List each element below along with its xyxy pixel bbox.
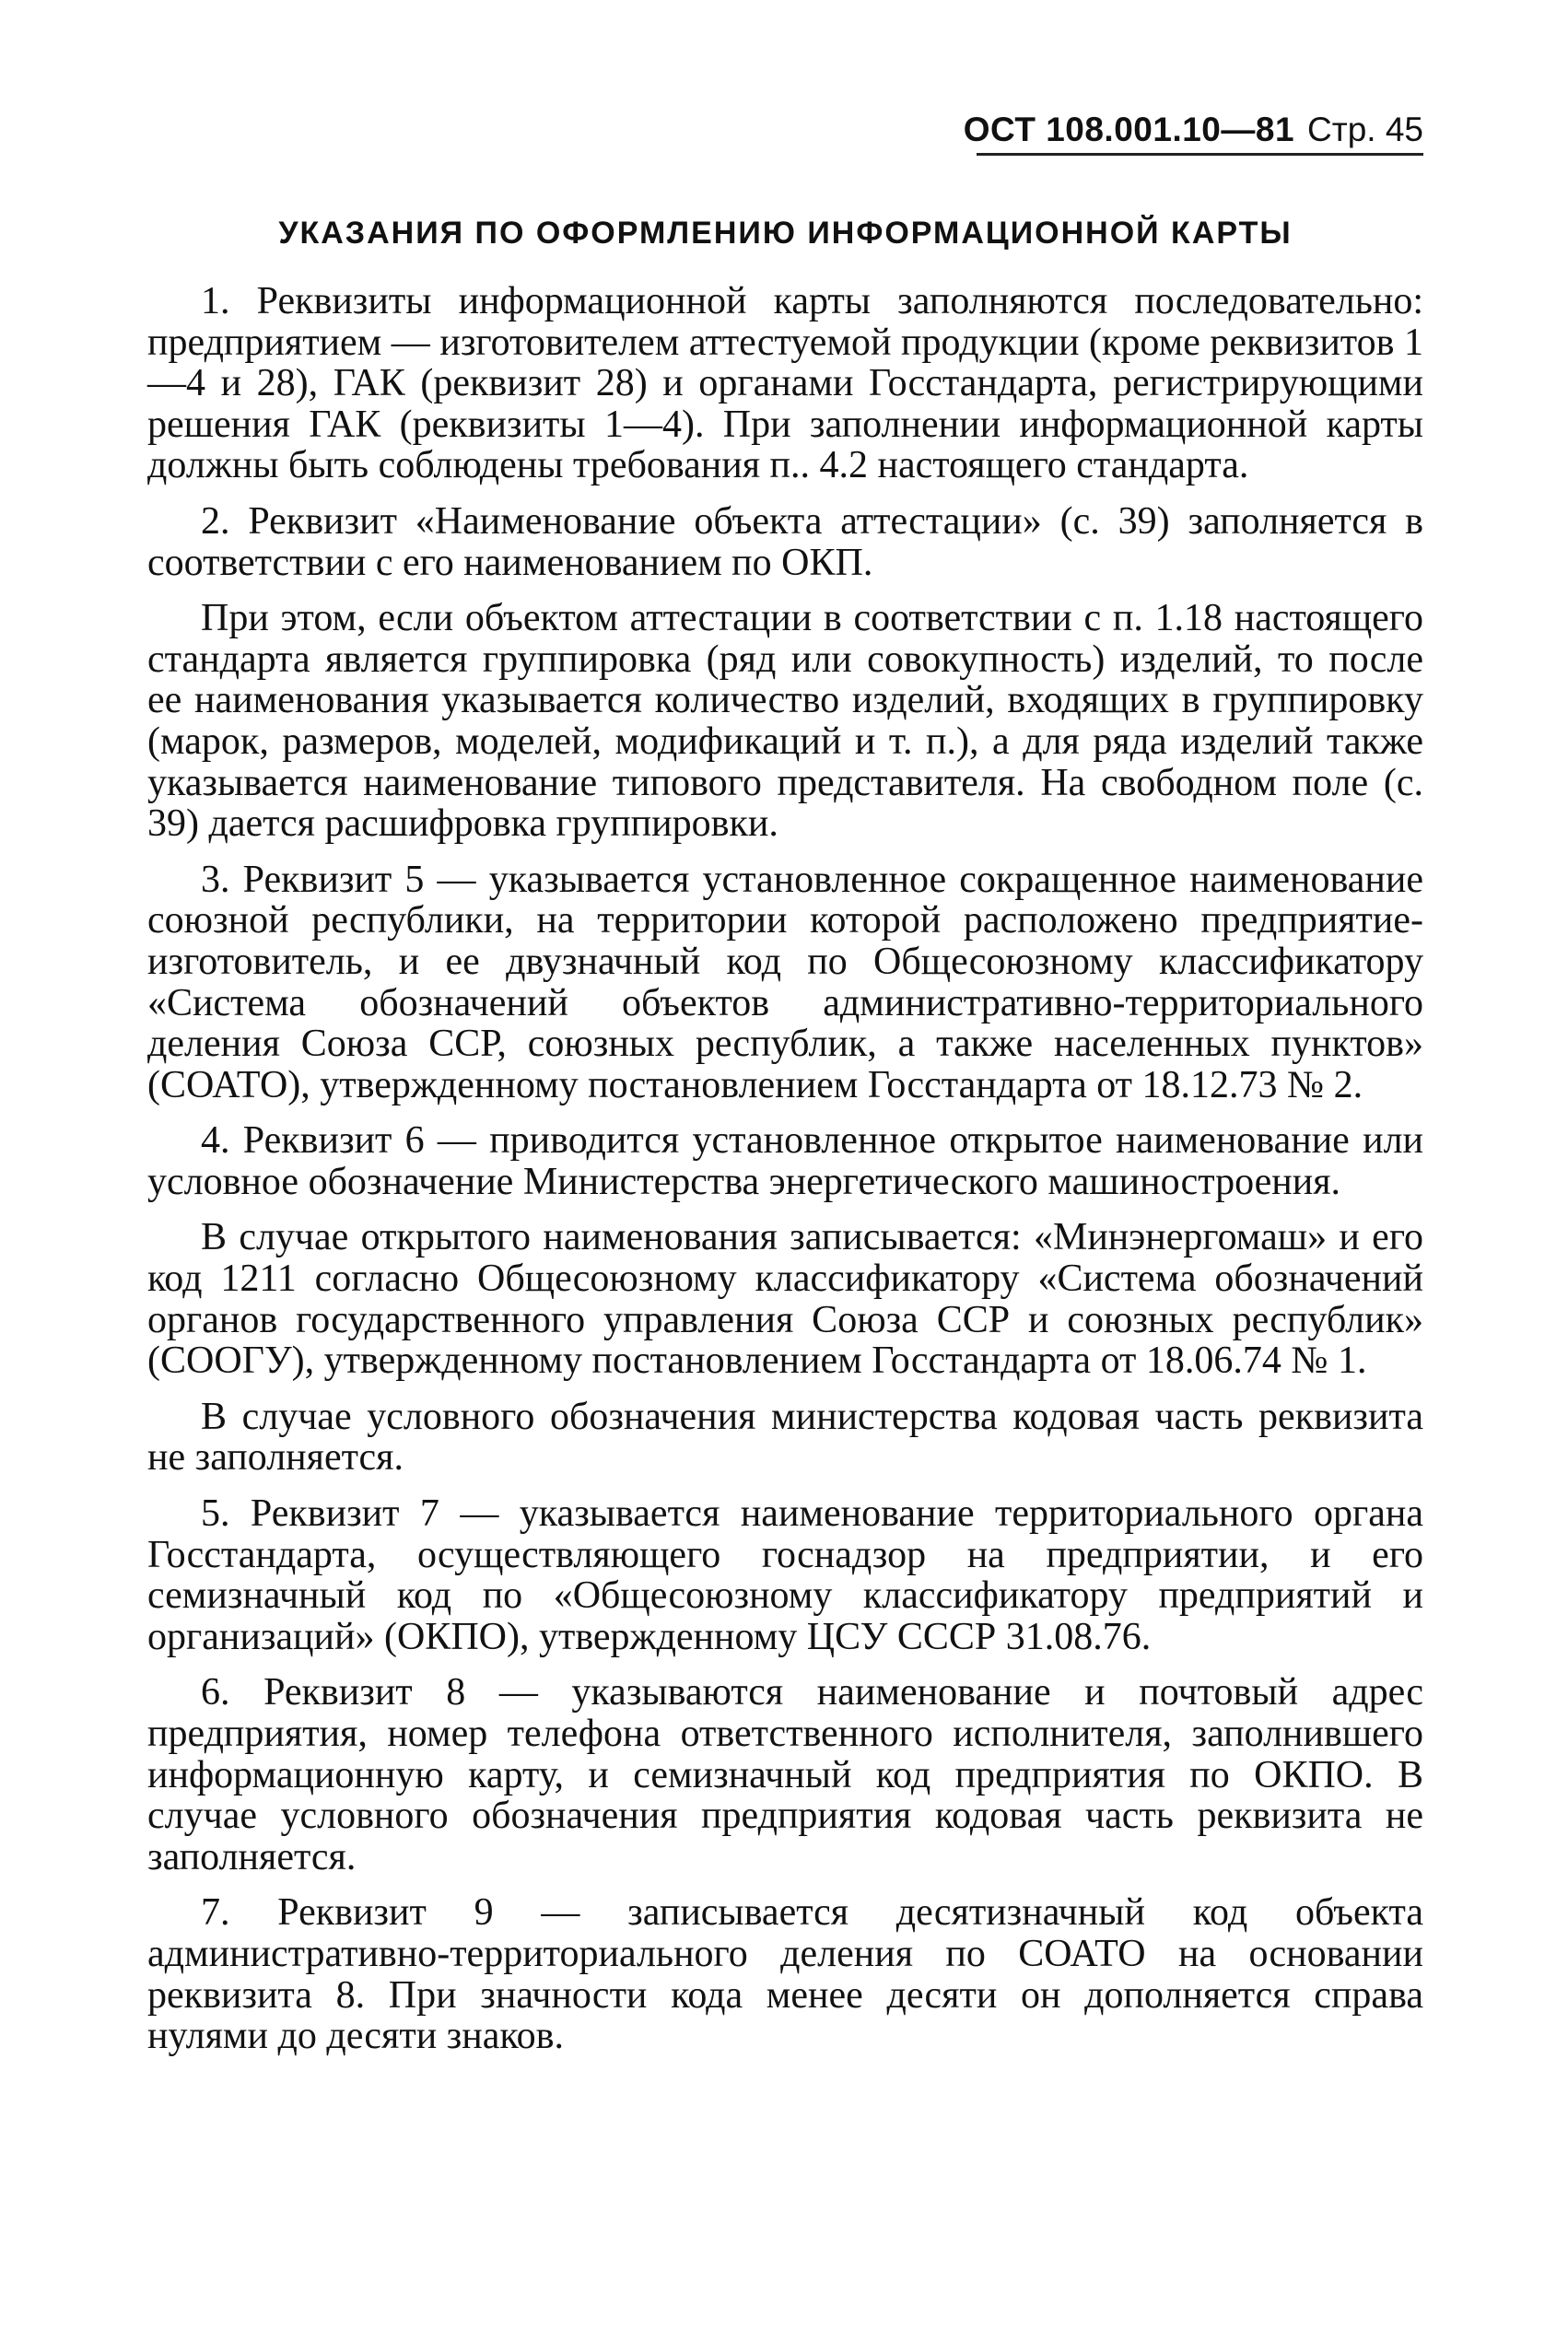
header-rule	[977, 153, 1423, 156]
page-header	[964, 109, 1423, 152]
section-title: УКАЗАНИЯ ПО ОФОРМЛЕНИЮ ИНФОРМАЦИОННОЙ КАРТЫ	[278, 216, 1293, 251]
paragraph-3: При этом, если объектом аттестации в соответствии с п. 1.18 настоящего стандарта является группировка (ряд или совокупность) изделий, то после ее наименования указывается количество изделий, входящих в группировку (марок, размеров, моделей, модификаций и т. п.), а для ряда изделий также указывается наименование типового представителя. На свободном поле (с. 39) дается расшифровка группировки.	[147, 597, 1423, 846]
paragraph-9: 6. Реквизит 8 — указываются наименование и почтовый адрес предприятия, номер телефона ответственного исполнителя, заполнившего информационную карту, и семизначный код предприятия по ОКПО. В случае условного обозначения предприятия кодовая часть реквизита не заполняется.	[147, 1671, 1423, 1878]
page-number: Стр. 45	[1307, 111, 1423, 148]
paragraph-5: 4. Реквизит 6 — приводится установленное открытое наименование или условное обозначение Министерства энергетического машиностроения.	[147, 1119, 1423, 1203]
paragraph-2: 2. Реквизит «Наименование объекта аттестации» (с. 39) заполняется в соответствии с его наименованием по ОКП.	[147, 499, 1423, 584]
paragraph-4: 3. Реквизит 5 — указывается установленное сокращенное наименование союзной республики, на территории которой расположено предприятие-изготовитель, и ее двузначный код по Общесоюзному классификатору «Система обозначений объектов административно-территориального деления Союза ССР, союзных республик, а также населенных пунктов» (СОАТО), утвержденному постановлением Госстандарта от 18.12.73 № 2.	[147, 858, 1423, 1106]
paragraph-6: В случае открытого наименования записывается: «Минэнергомаш» и его код 1211 согласно Общесоюзному классификатору «Система обозначений органов государственного управления Союза ССР и союзных республик» (СООГУ), утвержденному постановлением Госстандарта от 18.06.74 № 1.	[147, 1216, 1423, 1383]
standard-code: ОСТ 108.001.10—81	[963, 111, 1295, 148]
paragraph-8: 5. Реквизит 7 — указывается наименование территориального органа Госстандарта, осуществляющего госнадзор на предприятии, и его семизначный код по «Общесоюзному классификатору предприятий и организаций» (ОКПО), утвержденному ЦСУ СССР 31.08.76.	[147, 1492, 1423, 1658]
paragraph-7: В случае условного обозначения министерства кодовая часть реквизита не заполняется.	[147, 1395, 1423, 1480]
paragraph-10: 7. Реквизит 9 — записывается десятизначный код объекта административно-территориального деления по СОАТО на основании реквизита 8. При значности кода менее десяти он дополняется справа нулями до десяти знаков.	[147, 1891, 1423, 2058]
document-body	[147, 281, 1423, 2057]
paragraph-1: 1. Реквизиты информационной карты заполняются последовательно: предприятием — изготовителем аттестуемой продукции (кроме реквизитов 1—4 и 28), ГАК (реквизит 28) и органами Госстандарта, регистрирующими решения ГАК (реквизиты 1—4). При заполнении информационной карты должны быть соблюдены требования п.. 4.2 настоящего стандарта.	[147, 280, 1423, 487]
